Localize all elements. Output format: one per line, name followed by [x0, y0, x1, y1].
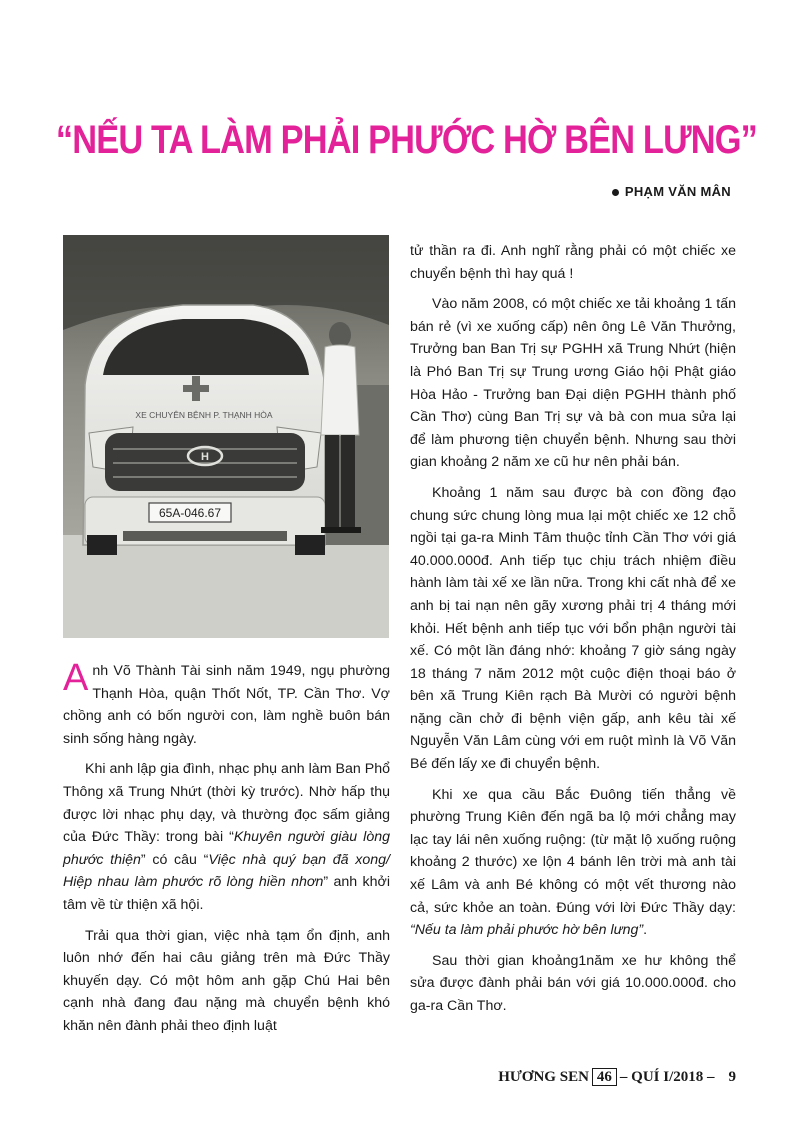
issue-period: – QUÍ I/2018 –: [619, 1069, 715, 1085]
paragraph-6: [410, 784, 736, 942]
magazine-name: HƯƠNG SEN: [498, 1069, 589, 1085]
paragraph-4: Vào năm 2008, có một chiếc xe tải khoảng 1 tấn bán rẻ (vì xe xuống cấp) nên ông Lê Văn Thưởng, Trưởng ban Ban Trị sự PGHH xã Trung Nhứt (hiện là Phó Ban Trị sự Trung ương Giáo hội Phật giáo Hòa Hảo - Trưởng ban Đại diện PGHH thành phố Cần Thơ) cùng Ban Trị sự và bà con mua sửa lại để làm phương tiện chuyển bệnh. Nhưng sau thời gian khoảng 2 năm xe cũ hư nên phải bán.: [410, 296, 736, 471]
ambulance-van-photo: [63, 235, 389, 638]
article-photo: [63, 235, 389, 638]
article-title: “NẾU TA LÀM PHẢI PHƯỚC HỜ BÊN LƯNG”: [55, 118, 757, 162]
paragraph-1: [63, 657, 390, 750]
paragraph-2: [63, 758, 390, 916]
issue-number: 46: [592, 1068, 617, 1086]
license-plate-text: 65A-046.67: [158, 506, 222, 520]
quoted-title: Khuyên người giàu lòng phước thiện: [63, 829, 390, 868]
svg-text:H: H: [201, 451, 209, 463]
page-number: 9: [728, 1069, 736, 1085]
van-sign-text: XE CHUYÊN BỆNH P. THẠNH HÒA: [135, 410, 273, 420]
page-footer: [0, 1068, 736, 1086]
paragraph-1-text: nh Võ Thành Tài sinh năm 1949, ngụ phường Thạnh Hòa, quận Thốt Nốt, TP. Cần Thơ. Vợ chồng anh có bốn người con, làm nghề buôn bán sinh sống hàng ngày.: [63, 663, 390, 747]
paragraph-6-text-a: Khi xe qua cầu Bắc Đuông tiến thẳng về phường Trung Kiên đến ngã ba lộ mới chẳng may lạc tay lái nên xuống ruộng: (từ mặt lộ xuống ruộng khoảng 2 thước) xe lộn 4 bánh lên trời mà anh tài xế Lâm và anh Bé không có một vết thương nào cả, sức khỏe an toàn. Đúng với lời Đức Thầy dạy:: [410, 786, 736, 916]
paragraph-2-text-c: ” anh khởi tâm về từ thiện xã hội.: [63, 874, 390, 913]
quoted-verse: Việc nhà quý bạn đã xong/ Hiệp nhau làm phước rõ lòng hiền nhơn: [63, 851, 390, 891]
quoted-saying: “Nếu ta làm phải phước hờ bên lưng”: [410, 922, 644, 939]
paragraph-2-text-b: ” có câu “: [140, 851, 209, 868]
left-column: [63, 657, 390, 1046]
paragraph-6-text-b: .: [643, 922, 648, 939]
paragraph-3: Trải qua thời gian, việc nhà tạm ổn định, anh luôn nhớ đến hai câu giảng trên mà Đức Thầy khuyến dạy. Có một hôm anh gặp Chú Hai bên cạnh nhà đang đau nặng mà chuyển bệnh khó khăn nên đành phải theo định luật: [63, 927, 390, 1034]
bullet-icon: [612, 189, 619, 196]
author-name: PHẠM VĂN MÂN: [624, 184, 731, 199]
paragraph-continued: tử thần ra đi. Anh nghĩ rằng phải có một chiếc xe chuyển bệnh thì hay quá !: [410, 243, 736, 282]
dropcap: A: [63, 657, 89, 699]
paragraph-2-text-a: Khi anh lập gia đình, nhạc phụ anh làm Ban Phổ Thông xã Trung Nhứt (thời kỳ trước). Nhờ hấp thụ được lời nhạc phụ dạy, và thường đọc sấm giảng của Đức Thầy: trong bài “: [63, 761, 390, 846]
paragraph-7: Sau thời gian khoảng1năm xe hư không thể sửa được đành phải bán với giá 10.000.000đ. cho ga-ra Cần Thơ.: [410, 952, 736, 1014]
paragraph-5: Khoảng 1 năm sau được bà con đồng đạo chung sức chung lòng mua lại một chiếc xe 12 chỗ ngồi tại ga-ra Minh Tâm thuộc tỉnh Cần Thơ với giá 40.000.000đ. Anh tiếp tục chịu trách nhiệm điều hành làm tài xế xe lần nữa. Trong khi cất nhà để xe anh bị tai nạn nên gãy xương phải trị 4 tháng mới khỏi. Hết bệnh anh tiếp tục với bổn phận người tài xế. Có một lần đáng nhớ: khoảng 7 giờ sáng ngày 18 tháng 7 năm 2012 một cuộc điện thoại báo ở bên xã Trung Kiên rạch Bà Mười có người bệnh nặng cần chở đi bệnh viện gấp, anh kêu tài xế Nguyễn Văn Lâm cùng với em ruột mình là Võ Văn Bé đến lấy xe đi chuyển bệnh.: [410, 484, 736, 773]
right-column: [410, 240, 736, 1026]
author-byline: [612, 184, 731, 199]
